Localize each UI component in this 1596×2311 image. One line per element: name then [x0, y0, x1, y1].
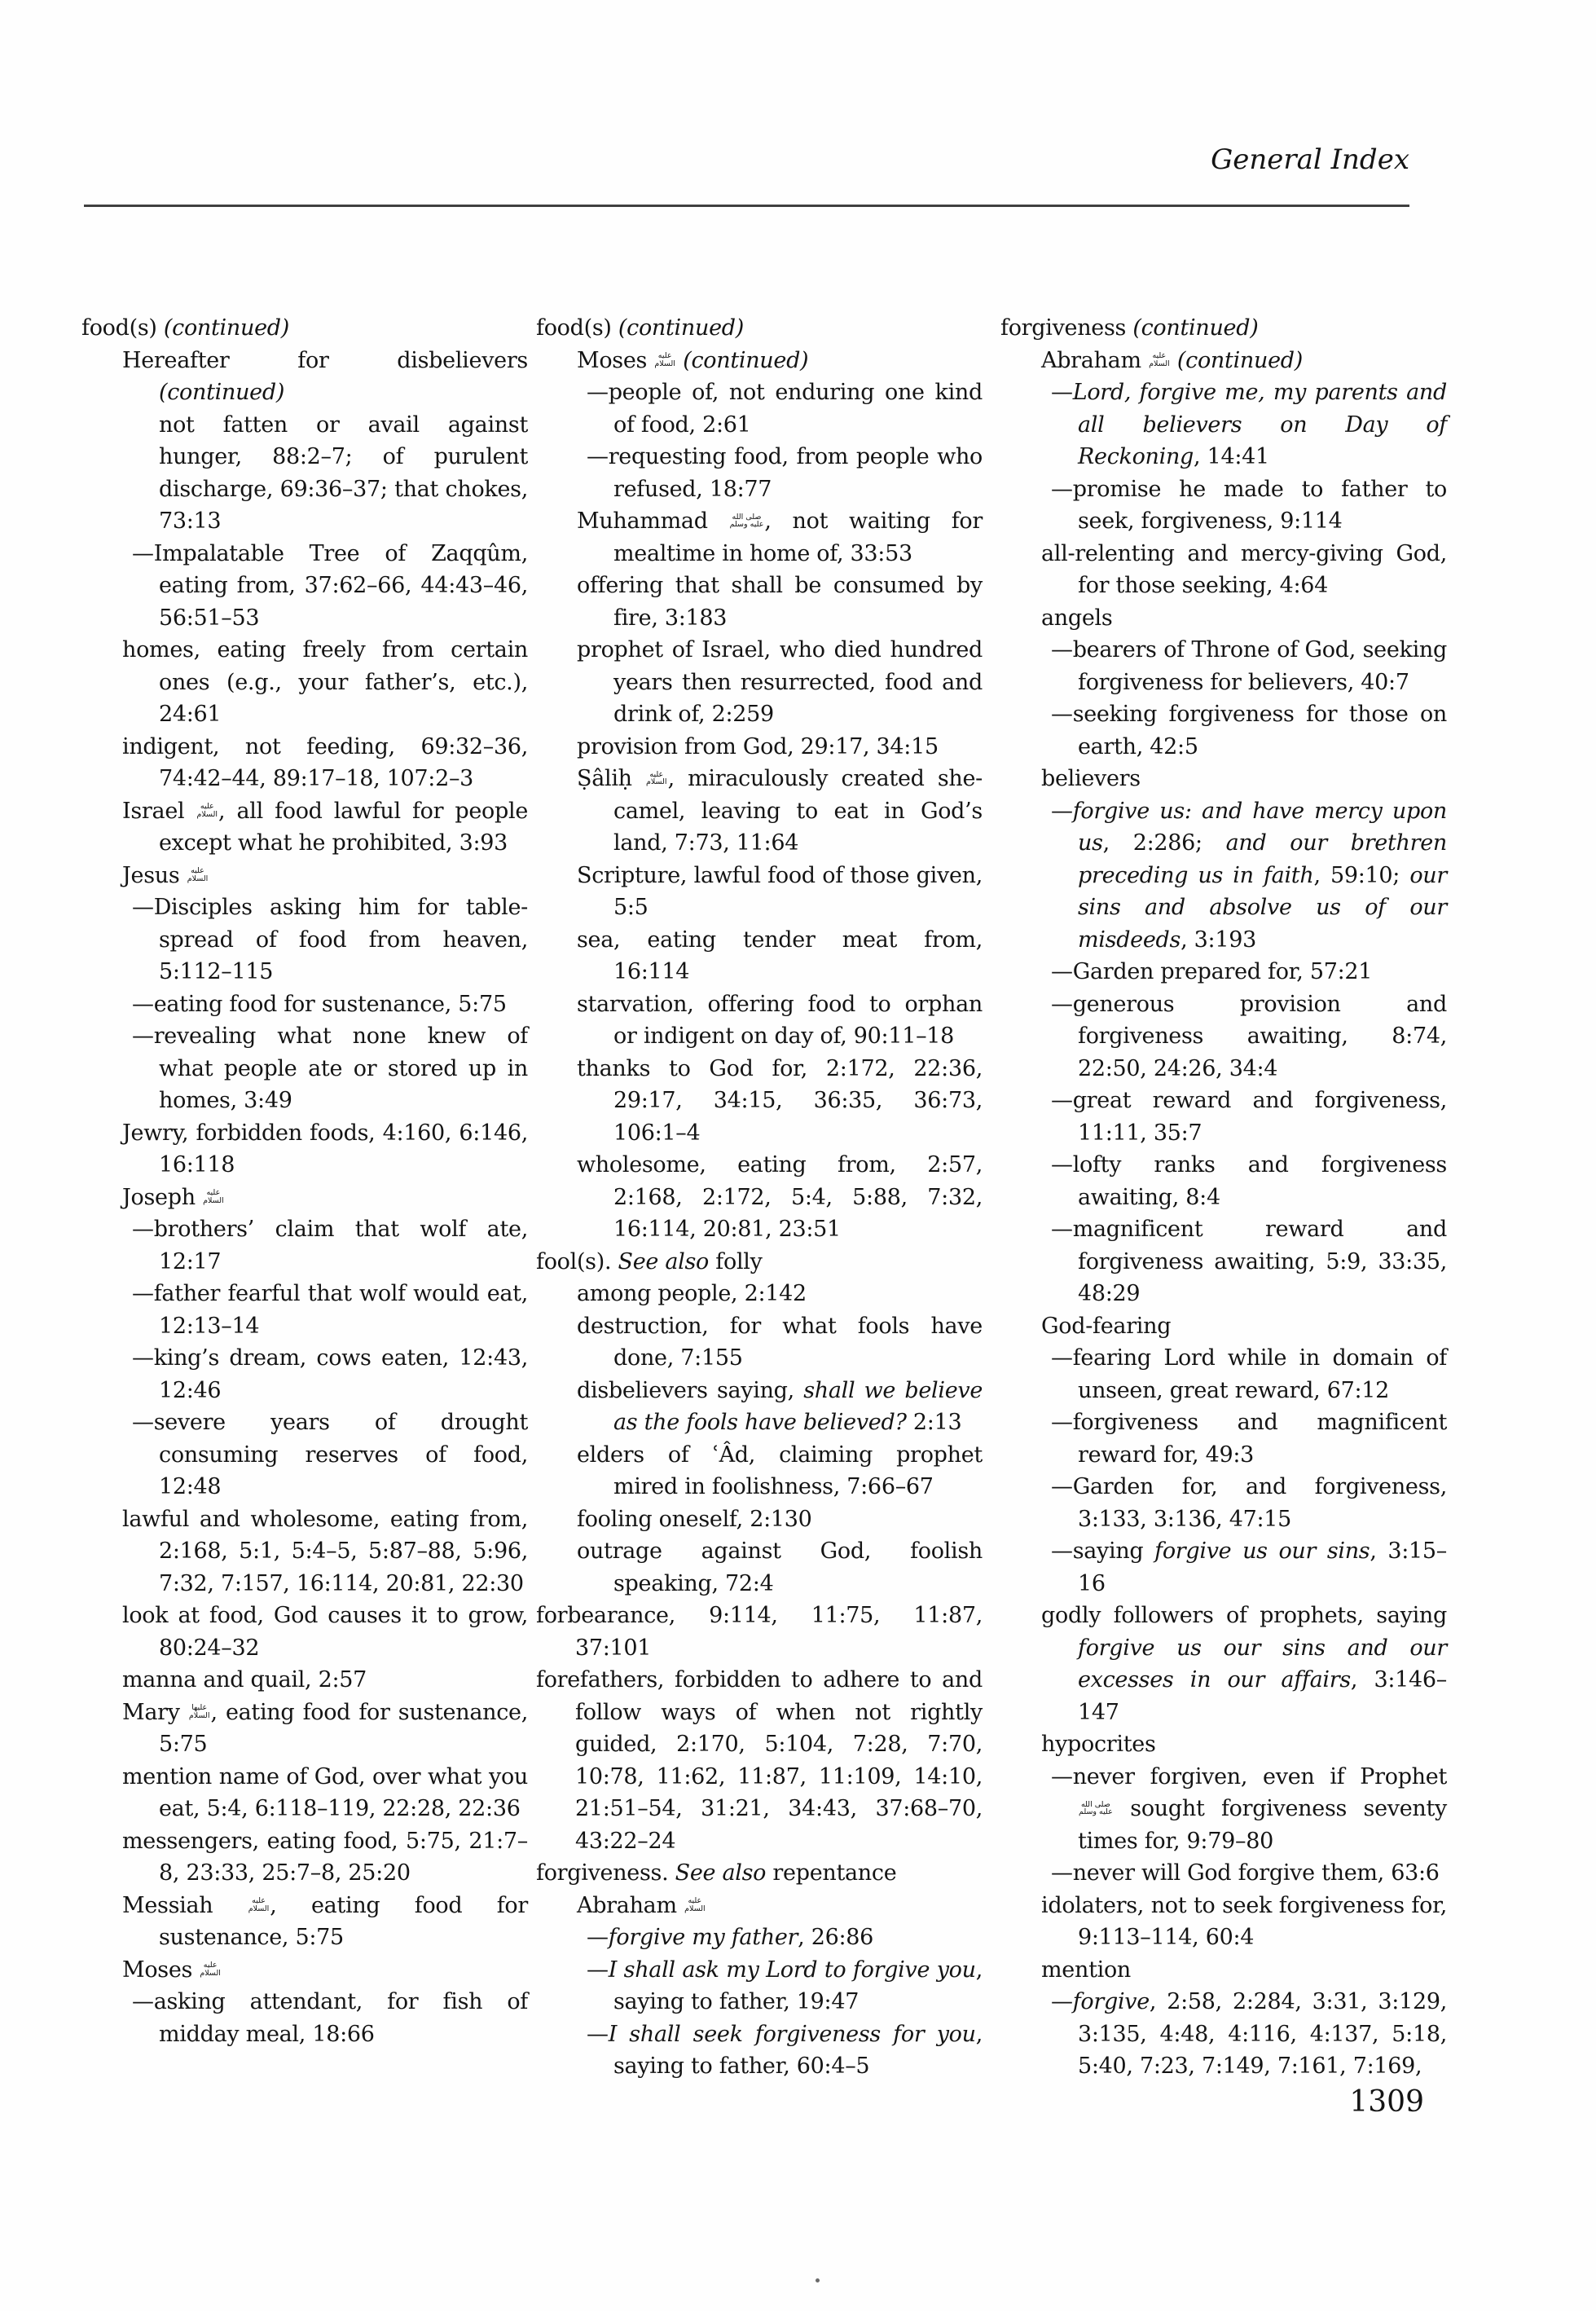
index-entry — [536, 763, 983, 860]
honorific-alayhi-as-salam-icon: عليه السلام — [200, 1961, 221, 1978]
index-entry — [1000, 1890, 1447, 1954]
entry-text: thanks to God for, 2:172, 22:36, 29:17, 34:15, 36:35, 36:73, 106:1–4 — [577, 1055, 983, 1146]
index-entry — [1000, 1471, 1447, 1535]
index-entry — [1000, 988, 1447, 1085]
index-entry — [536, 1664, 983, 1857]
entry-text: among people, 2:142 — [577, 1281, 807, 1306]
entry-text: —requesting food, from people who refused, 18:77 — [587, 444, 983, 502]
entry-text: forbearance, 9:114, 11:75, 11:87, 37:101 — [536, 1603, 983, 1661]
entry-text: Lord, forgive me, my parents and all believers on Day of Reckoning — [1072, 380, 1447, 469]
index-entry — [81, 1342, 528, 1406]
index-entry — [81, 1117, 528, 1182]
entry-text: hypocrites — [1041, 1732, 1156, 1757]
entry-text: , miraculously created she-camel, leaving to eat in God’s land, 7:73, 11:64 — [613, 766, 983, 856]
entry-text: sought forgiveness seventy times for, 9:79–80 — [1078, 1796, 1447, 1854]
index-entry — [536, 924, 983, 988]
index-entry — [81, 1020, 528, 1117]
index-entry — [536, 1053, 983, 1150]
entry-text: — — [587, 2021, 609, 2047]
index-entry — [1000, 1342, 1447, 1406]
entry-text: —people of, not enduring one kind of food, 2:61 — [587, 380, 983, 438]
entry-text — [676, 348, 683, 373]
honorific-sallallahu-alayhi-wa-sallam-icon: صلى الله عليه وسلم — [1079, 1799, 1113, 1816]
entry-text: Abraham — [577, 1892, 684, 1918]
entry-text: offering that shall be consumed by fire, 3:183 — [577, 573, 983, 631]
entry-text: , 3:146–147 — [1078, 1667, 1447, 1725]
entry-text: , 26:86 — [798, 1925, 874, 1950]
entry-text: shall we believe as the fools have believed? — [613, 1377, 983, 1435]
entry-text: — — [587, 1957, 609, 1983]
entry-text: idolaters, not to seek forgiveness for, 9:113–114, 60:4 — [1041, 1892, 1447, 1950]
entry-text: —seeking forgiveness for those on earth, 42:5 — [1051, 702, 1447, 759]
entry-text: I shall seek forgiveness for you — [608, 2021, 976, 2047]
entry-text: mention name of God, over what you eat, 5:4, 6:118–119, 22:28, 22:36 — [122, 1763, 528, 1821]
entry-text: See also — [675, 1860, 767, 1886]
entry-text: food(s) — [81, 315, 164, 341]
index-entry — [1000, 345, 1447, 377]
entry-text: forgive us our sins and our excesses in our affairs — [1078, 1635, 1447, 1693]
honorific-alayhi-as-salam-icon: عليه السلام — [646, 769, 667, 786]
entry-text: Abraham — [1041, 347, 1149, 373]
entry-text: homes, eating freely from certain ones (e.g., your father’s, etc.), 24:61 — [122, 637, 528, 727]
index-entry — [81, 538, 528, 635]
index-entry — [536, 860, 983, 924]
entry-text: —Disciples asking him for table-spread of food from heaven, 5:112–115 — [132, 895, 528, 984]
entry-text: Scripture, lawful food of those given, 5:5 — [577, 862, 983, 920]
index-entry — [536, 1439, 983, 1503]
entry-text: —great reward and forgiveness, 11:11, 35:7 — [1051, 1088, 1447, 1146]
index-entry — [1000, 1600, 1447, 1728]
index-entry — [81, 1954, 528, 1987]
honorific-alayhi-as-salam-icon: عليه السلام — [248, 1896, 270, 1913]
index-entry — [1000, 1213, 1447, 1310]
entry-text: , saying to father, 19:47 — [613, 1957, 983, 2014]
entry-text: not fatten or avail against hunger, 88:2–7; of purulent discharge, 69:36–37; that chokes, 73:13 — [159, 412, 528, 534]
entry-text: —brothers’ claim that wolf ate, 12:17 — [132, 1217, 528, 1274]
entry-text: See also — [618, 1248, 710, 1274]
entry-text: (continued) — [1132, 315, 1259, 341]
entry-text: , 3:15–16 — [1078, 1538, 1447, 1596]
entry-text: , not waiting for mealtime in home of, 33:53 — [613, 508, 983, 566]
entry-text: messengers, eating food, 5:75, 21:7–8, 23:33, 25:7–8, 25:20 — [122, 1828, 528, 1886]
index-column-3 — [1000, 312, 1447, 2083]
index-entry — [81, 988, 528, 1021]
index-entry — [1000, 1857, 1447, 1890]
index-entry — [536, 345, 983, 377]
index-entry — [536, 441, 983, 505]
index-entry — [536, 731, 983, 764]
honorific-alayhi-as-salam-icon: عليه السلام — [684, 1896, 706, 1913]
entry-text: , eating food for sustenance, 5:75 — [159, 1892, 528, 1950]
index-entry — [1000, 763, 1447, 795]
entry-text: Messiah — [122, 1892, 248, 1918]
honorific-alayhi-as-salam-icon: عليه السلام — [654, 351, 675, 368]
entry-text: , 59:10; — [1313, 862, 1410, 888]
entry-text: fool(s). — [536, 1248, 618, 1274]
index-entry — [81, 1213, 528, 1278]
index-entry — [81, 1697, 528, 1761]
entry-text: forgive us our sins — [1154, 1538, 1370, 1564]
index-entry — [81, 795, 528, 860]
entry-text: Muhammad — [577, 508, 729, 534]
entry-text: —father fearful that wolf would eat, 12:13–14 — [132, 1281, 528, 1339]
index-entry — [536, 1890, 983, 1922]
entry-text: Moses — [577, 347, 654, 373]
index-entry — [536, 634, 983, 731]
honorific-alayhi-as-salam-icon: عليه السلام — [196, 802, 218, 819]
entry-text: angels — [1041, 605, 1113, 631]
honorific-alayhi-as-salam-icon: عليه السلام — [1149, 351, 1170, 368]
entry-text: wholesome, eating from, 2:57, 2:168, 2:172, 5:4, 5:88, 7:32, 16:114, 20:81, 23:51 — [577, 1152, 983, 1242]
index-entry — [1000, 376, 1447, 473]
entry-text: —fearing Lord while in domain of unseen, great reward, 67:12 — [1051, 1345, 1447, 1403]
entry-text: , 14:41 — [1194, 444, 1269, 469]
entry-text: Hereafter for disbelievers — [122, 347, 528, 373]
index-entry — [1000, 634, 1447, 698]
entry-text: starvation, offering food to orphan or indigent on day of, 90:11–18 — [577, 991, 983, 1049]
index-entry — [536, 1857, 983, 1890]
index-entry — [81, 1761, 528, 1825]
index-entry — [536, 988, 983, 1053]
entry-text: Moses — [122, 1957, 200, 1983]
entry-text: (continued) — [159, 380, 285, 405]
entry-text: Joseph — [122, 1184, 203, 1210]
entry-text: (continued) — [1176, 347, 1303, 373]
index-entry — [81, 1600, 528, 1664]
index-entry — [536, 1310, 983, 1375]
entry-text: lawful and wholesome, eating from, 2:168, 5:1, 5:4–5, 5:87–88, 5:96, 7:32, 7:157, 16:114, 20:81, 22:30 — [122, 1506, 528, 1596]
index-entry — [1000, 1728, 1447, 1761]
index-entry — [536, 1535, 983, 1600]
entry-text: Ṣâliḥ — [577, 766, 645, 791]
index-entry — [81, 860, 528, 892]
entry-text: — — [1051, 380, 1073, 405]
index-entry — [81, 634, 528, 731]
entry-text: —lofty ranks and forgiveness awaiting, 8:4 — [1051, 1152, 1447, 1210]
entry-text: —bearers of Throne of God, seeking forgiveness for believers, 40:7 — [1051, 637, 1447, 695]
entry-text: sea, eating tender meat from, 16:114 — [577, 927, 983, 984]
entry-text: —never will God forgive them, 63:6 — [1051, 1860, 1440, 1886]
entry-text: —Impalatable Tree of Zaqqûm, eating from, 37:62–66, 44:43–46, 56:51–53 — [132, 540, 528, 631]
entry-text: —Garden prepared for, 57:21 — [1051, 959, 1373, 984]
entry-text: fooling oneself, 2:130 — [577, 1506, 812, 1532]
index-entry — [536, 2018, 983, 2083]
entry-text: —never forgiven, even if Prophet — [1051, 1763, 1447, 1789]
index-entry — [536, 505, 983, 570]
entry-text: Jewry, forbidden foods, 4:160, 6:146, 16:118 — [122, 1120, 528, 1178]
entry-text: —Garden for, and forgiveness, 3:133, 3:136, 47:15 — [1051, 1474, 1447, 1532]
honorific-sallallahu-alayhi-wa-sallam-icon: صلى الله عليه وسلم — [729, 512, 764, 529]
index-entry — [1000, 312, 1447, 345]
index-column-1 — [81, 312, 528, 2050]
entry-text: , all food lawful for people except what he prohibited, 3:93 — [159, 798, 528, 856]
index-entry — [81, 1278, 528, 1342]
index-entry — [536, 1921, 983, 1954]
index-entry — [536, 1954, 983, 2018]
entry-text: repentance — [766, 1860, 897, 1886]
entry-text: forgiveness. — [536, 1860, 675, 1886]
entry-text: God-fearing — [1041, 1313, 1172, 1339]
index-entry — [536, 570, 983, 634]
index-entry — [1000, 1149, 1447, 1213]
entry-text: outrage against God, foolish speaking, 72:4 — [577, 1538, 983, 1596]
honorific-alayhi-as-salam-icon: عليه السلام — [203, 1188, 224, 1205]
entry-text: prophet of Israel, who died hundred years then resurrected, food and drink of, 2:259 — [577, 637, 983, 727]
entry-text: believers — [1041, 766, 1141, 791]
entry-text: forefathers, forbidden to adhere to and follow ways of when not rightly guided, 2:170, 5:104, 7:28, 7:70, 10:78, 11:62, 11:87, 11:109, 14:10, 21:51–54, 31:21, 34:43, 37:68–70, 43:22–24 — [536, 1667, 983, 1854]
entry-text: forgive us: and have mercy upon us — [1072, 798, 1447, 856]
entry-text: —generous provision and forgiveness awaiting, 8:74, 22:50, 24:26, 34:4 — [1051, 991, 1447, 1081]
index-entry — [81, 1664, 528, 1697]
entry-text: all-relenting and mercy-giving God, for those seeking, 4:64 — [1041, 540, 1447, 598]
entry-text: and our brethren preceding us in faith — [1078, 830, 1447, 888]
index-entry — [81, 1503, 528, 1600]
index-entry — [81, 1182, 528, 1214]
entry-text: —promise he made to father to seek, forgiveness, 9:114 — [1051, 476, 1447, 534]
index-entry — [536, 1149, 983, 1246]
entry-text: —saying — [1051, 1538, 1155, 1564]
entry-text: destruction, for what fools have done, 7:155 — [577, 1313, 983, 1371]
page-number: 1309 — [1349, 2085, 1424, 2119]
honorific-alayhi-as-salam-icon: عليه السلام — [187, 866, 209, 883]
index-entry — [81, 312, 528, 345]
index-entry — [536, 1375, 983, 1439]
index-entry — [1000, 1535, 1447, 1600]
entry-text: (continued) — [618, 315, 744, 341]
index-entry — [1000, 1310, 1447, 1343]
entry-text: mention — [1041, 1957, 1132, 1983]
entry-text: —revealing what none knew of what people ate or stored up in homes, 3:49 — [132, 1023, 528, 1113]
index-entry — [536, 1600, 983, 1664]
index-entry — [536, 312, 983, 345]
index-entry — [81, 409, 528, 538]
index-entry — [1000, 1761, 1447, 1858]
entry-text: indigent, not feeding, 69:32–36, 74:42–44, 89:17–18, 107:2–3 — [122, 733, 528, 791]
entry-text: forgiveness — [1000, 315, 1133, 341]
index-entry — [1000, 602, 1447, 635]
entry-text: I shall ask my Lord to forgive you — [608, 1957, 976, 1983]
header-divider — [84, 205, 1409, 207]
index-entry — [81, 731, 528, 795]
entry-text: , 3:193 — [1181, 927, 1256, 953]
index-entry — [536, 376, 983, 441]
index-entry — [81, 1406, 528, 1503]
index-entry — [536, 1278, 983, 1310]
entry-text: , 2:286; — [1102, 830, 1226, 856]
entry-text: Israel — [122, 798, 196, 824]
entry-text: (continued) — [163, 315, 289, 341]
entry-text: — — [1051, 1989, 1073, 2014]
entry-text: look at food, God causes it to grow, 80:24–32 — [122, 1603, 528, 1661]
index-entry — [536, 1503, 983, 1536]
entry-text: forgive my father — [608, 1925, 798, 1950]
entry-text: — — [1051, 798, 1073, 824]
entry-text: —forgiveness and magnificent reward for, 49:3 — [1051, 1410, 1447, 1468]
entry-text: provision from God, 29:17, 34:15 — [577, 733, 939, 759]
entry-text: 2:13 — [906, 1410, 962, 1435]
entry-text: Mary — [122, 1699, 188, 1725]
index-column-2 — [536, 312, 983, 2083]
entry-text: elders of ʿÂd, claiming prophet mired in foolishness, 7:66–67 — [577, 1442, 983, 1499]
ink-speck — [816, 2278, 820, 2282]
entry-text: —eating food for sustenance, 5:75 — [132, 991, 507, 1017]
honorific-alayha-as-salam-icon: عليها السلام — [188, 1703, 210, 1720]
index-entry — [81, 891, 528, 988]
index-entry — [81, 1986, 528, 2050]
entry-text: manna and quail, 2:57 — [122, 1667, 367, 1693]
entry-text: godly followers of prophets, saying — [1041, 1603, 1447, 1628]
index-entry — [1000, 1085, 1447, 1149]
index-entry — [81, 1890, 528, 1954]
entry-text: folly — [709, 1248, 763, 1274]
index-entry — [1000, 1986, 1447, 2083]
entry-text: , eating food for sustenance, 5:75 — [159, 1699, 528, 1757]
index-entry — [1000, 956, 1447, 988]
entry-text: —severe years of drought consuming reserves of food, 12:48 — [132, 1410, 528, 1499]
index-entry — [1000, 1954, 1447, 1987]
entry-text: , saying to father, 60:4–5 — [613, 2021, 983, 2079]
entry-text: our sins and absolve us of our misdeeds — [1078, 862, 1447, 953]
index-entry — [1000, 473, 1447, 538]
index-entry — [1000, 698, 1447, 763]
entry-text — [1171, 348, 1177, 373]
entry-text: (continued) — [683, 347, 809, 373]
index-entry — [1000, 795, 1447, 957]
index-entry — [1000, 538, 1447, 602]
entry-text: —asking attendant, for fish of midday meal, 18:66 — [132, 1989, 528, 2047]
entry-text: forgive — [1072, 1989, 1150, 2014]
page-header-title: General Index — [1211, 143, 1409, 176]
entry-text: , 2:58, 2:284, 3:31, 3:129, 3:135, 4:48, 4:116, 4:137, 5:18, 5:40, 7:23, 7:149, 7:161, 7:169, — [1078, 1989, 1447, 2079]
index-entry — [1000, 1406, 1447, 1471]
index-entry — [81, 1825, 528, 1890]
entry-text: Jesus — [122, 862, 187, 888]
index-entry — [81, 345, 528, 409]
entry-text: disbelievers saying, — [577, 1377, 804, 1403]
entry-text: —magnificent reward and forgiveness awaiting, 5:9, 33:35, 48:29 — [1051, 1217, 1447, 1306]
entry-text: —king’s dream, cows eaten, 12:43, 12:46 — [132, 1345, 528, 1403]
entry-text: — — [587, 1925, 609, 1950]
entry-text: food(s) — [536, 315, 618, 341]
index-entry — [536, 1246, 983, 1279]
